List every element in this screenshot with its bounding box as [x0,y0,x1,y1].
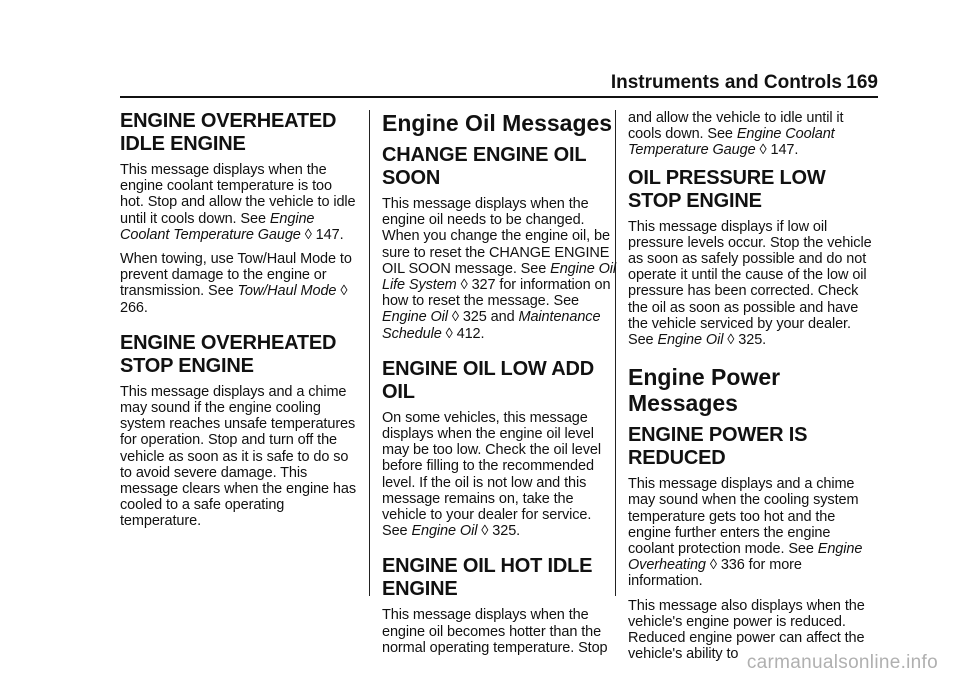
column-2 [382,110,620,664]
paragraph: When towing, use Tow/Haul Mode to prevent damage to the engine or transmission. See Tow/Haul Mode ◊ 266. [120,251,352,316]
heading-engine-overheated-stop: ENGINE OVERHEATED STOP ENGINE [120,331,337,377]
paragraph: This message displays when the engine oil needs to be changed. When you change the engine oil, be sure to reset the CHANGE ENGINE OIL SOON message. See Engine Oil Life System ◊ 327 for information on how to reset the message. See Engine Oil ◊ 325 and Maintenance Schedule ◊ 412. [382,196,617,342]
paragraph: This message displays when the engine oil becomes hotter than the normal operating temperature. Stop [382,607,608,656]
cross-reference-link[interactable]: Engine Coolant Temperature Gauge [120,210,315,243]
chapter-title: Instruments and Controls [610,72,842,93]
heading-oil-pressure-low: OIL PRESSURE LOW STOP ENGINE [628,166,826,212]
heading-engine-power-reduced: ENGINE POWER IS REDUCED [628,424,808,470]
column-divider [369,110,370,596]
paragraph: This message also displays when the vehicle's engine power is reduced. Reduced engine power can affect the vehicle's ability to [628,597,865,663]
page-number: 169 [846,72,878,93]
section-title-engine-oil: Engine Oil Messages [382,110,613,136]
cross-reference-link[interactable]: Tow/Haul Mode [237,283,337,300]
page-ref[interactable]: ◊ 327 [460,277,496,294]
cross-reference-link[interactable]: Engine Overheating [628,541,863,574]
section-title-engine-power: Engine Power Messages [628,364,781,417]
page-ref[interactable]: ◊ 325 [727,332,763,349]
paragraph: This message displays if low oil pressure levels occur. Stop the vehicle as soon as safely possible and do not operate it until the cause of the low oil pressure has been corrected. Check the oil as soon as possible and have the vehicle serviced by your dealer. See Engine Oil ◊ 325. [628,218,872,349]
cross-reference-link[interactable]: Engine Oil [382,309,448,326]
page-ref[interactable]: ◊ 325 [481,523,517,540]
cross-reference-link[interactable]: Engine Oil [411,523,478,540]
watermark: carmanualsonline.info [746,652,938,673]
page-ref[interactable]: ◊ 266 [120,283,348,316]
cross-reference-link[interactable]: Maintenance Schedule [382,309,601,342]
cross-reference-link[interactable]: Engine Oil [657,332,724,349]
paragraph: This message displays and a chime may sound when the cooling system temperature gets too hot and the engine further enters the engine coolant protection mode. See Engine Overheating ◊ 336 for more information. [628,476,863,590]
heading-engine-oil-low: ENGINE OIL LOW ADD OIL [382,357,594,403]
paragraph: This message displays and a chime may sound if the engine cooling system reaches unsafe temperatures for operation. Stop and turn off the vehicle as soon as it is safe to do so to avoid severe damage. This message clears when the engine has cooled to a safe operating temperature. [120,383,356,530]
heading-change-engine-oil: CHANGE ENGINE OIL SOON [382,144,587,189]
paragraph: and allow the vehicle to idle until it cools down. See Engine Coolant Temperature Gauge ◊ 147. [628,110,844,159]
cross-reference-link[interactable]: Engine Oil Life System [382,260,617,294]
page-header [0,0,960,100]
heading-engine-overheated-idle: ENGINE OVERHEATED IDLE ENGINE [120,110,337,155]
paragraph: On some vehicles, this message displays when the engine oil level may be too low. Check the oil level before filling to the recommended level. If the oil is not low and this message remains on, take the vehicle to your dealer for service. See Engine Oil ◊ 325. [382,409,601,540]
page-ref[interactable]: ◊ 336 [709,557,745,574]
page-ref[interactable]: ◊ 147 [304,226,340,243]
cross-reference-link[interactable]: Engine Coolant Temperature Gauge [628,126,835,159]
paragraph: This message displays when the engine coolant temperature is too hot. Stop and allow the vehicle to idle until it cools down. See Engine Coolant Temperature Gauge ◊ 147. [120,162,356,243]
heading-engine-oil-hot: ENGINE OIL HOT IDLE ENGINE [382,555,593,601]
page-ref[interactable]: ◊ 412 [445,325,481,342]
column-1 [120,110,358,538]
page-ref[interactable]: ◊ 147 [759,142,795,159]
column-3 [628,110,876,670]
page-ref[interactable]: ◊ 325 [451,309,487,326]
header-rule [120,96,878,98]
